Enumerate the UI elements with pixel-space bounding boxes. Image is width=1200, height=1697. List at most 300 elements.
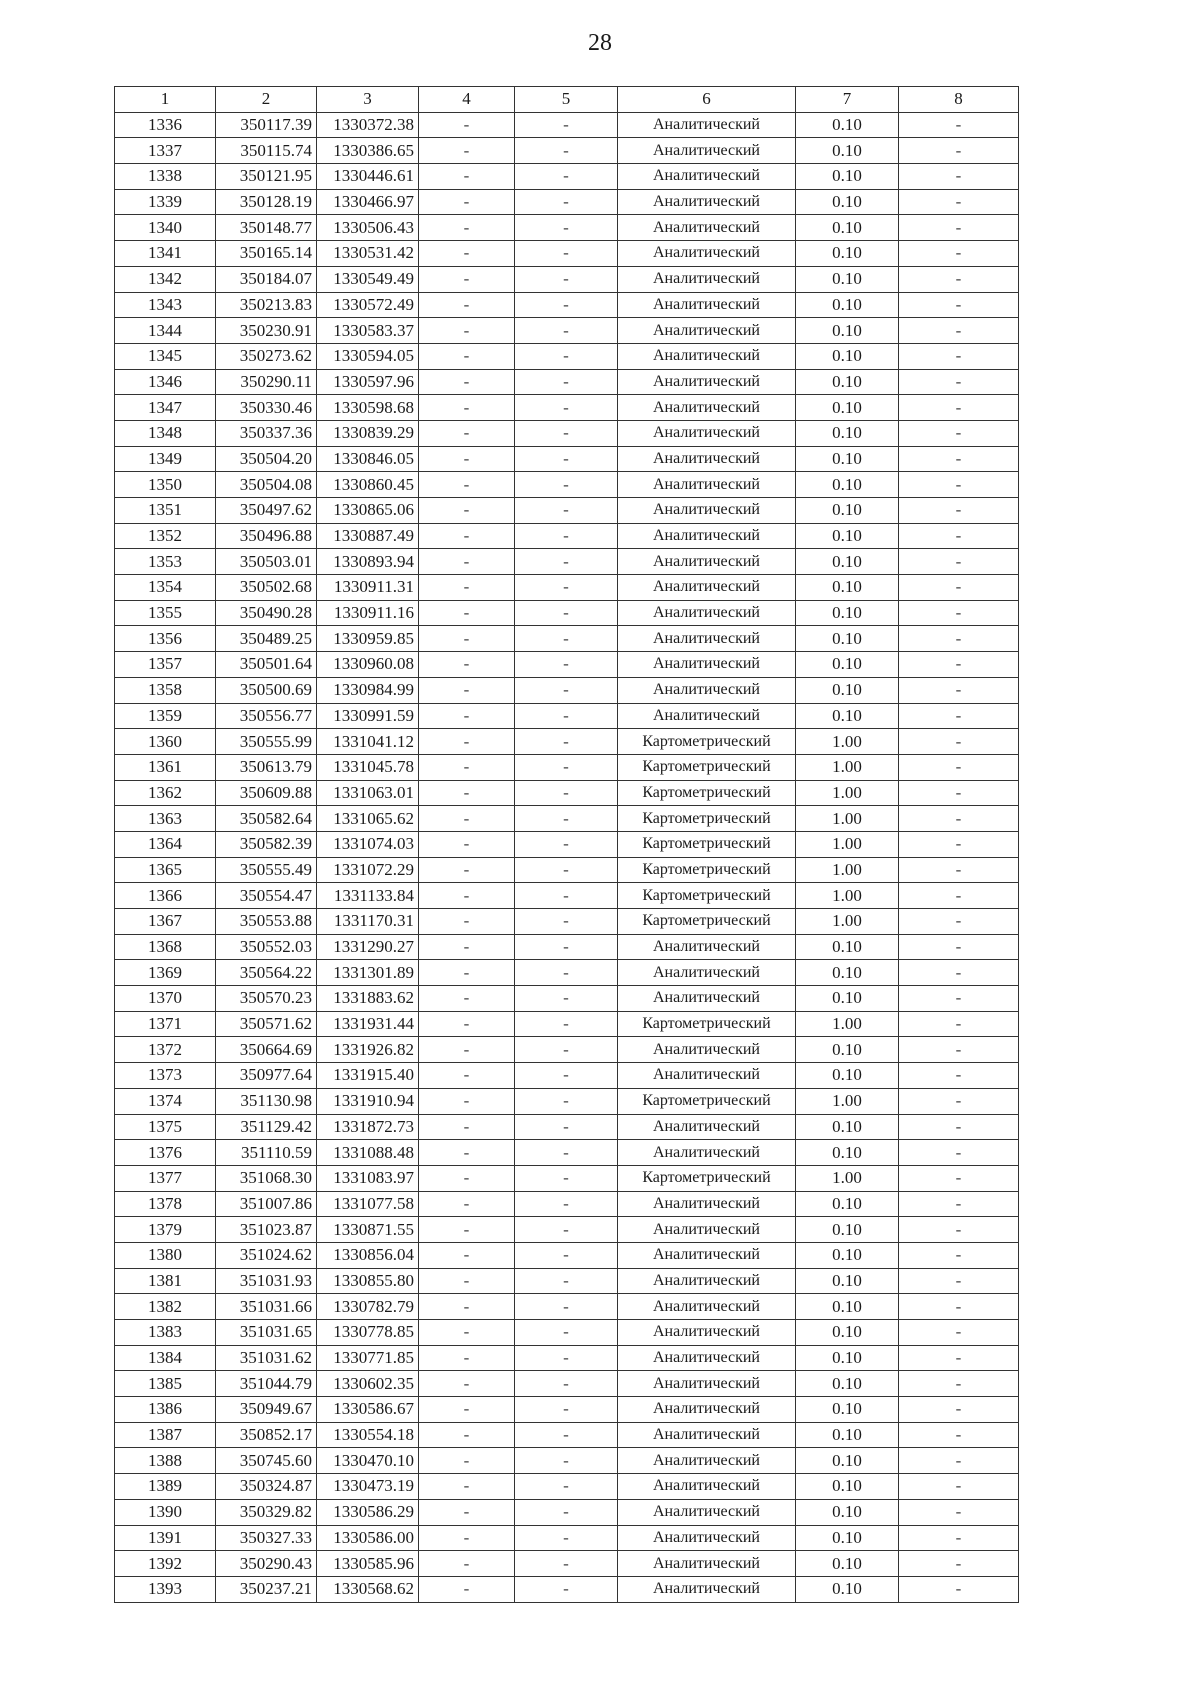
accuracy-cell: 0.10 [796,1576,899,1602]
x-coordinate-cell: 350490.28 [216,600,317,626]
accuracy-cell: 0.10 [796,1140,899,1166]
method-cell: Аналитический [618,575,796,601]
column-5-cell: - [515,266,618,292]
table-row [115,1063,1019,1089]
y-coordinate-cell: 1330549.49 [317,266,419,292]
table-row [115,1551,1019,1577]
table-row [115,1191,1019,1217]
column-4-cell: - [419,754,515,780]
table-row [115,1088,1019,1114]
y-coordinate-cell: 1330855.80 [317,1268,419,1294]
method-cell: Аналитический [618,1474,796,1500]
accuracy-cell: 0.10 [796,1242,899,1268]
column-5-cell: - [515,831,618,857]
y-coordinate-cell: 1330846.05 [317,446,419,472]
column-4-cell: - [419,1448,515,1474]
method-cell: Аналитический [618,626,796,652]
column-8-cell: - [899,986,1019,1012]
table-row [115,780,1019,806]
y-coordinate-cell: 1330991.59 [317,703,419,729]
table-row [115,703,1019,729]
column-header-5: 5 [515,87,618,113]
y-coordinate-cell: 1330960.08 [317,652,419,678]
accuracy-cell: 0.10 [796,292,899,318]
x-coordinate-cell: 350504.08 [216,472,317,498]
method-cell: Аналитический [618,1397,796,1423]
column-8-cell: - [899,164,1019,190]
table-row [115,498,1019,524]
column-4-cell: - [419,266,515,292]
x-coordinate-cell: 351023.87 [216,1217,317,1243]
y-coordinate-cell: 1330782.79 [317,1294,419,1320]
column-4-cell: - [419,523,515,549]
y-coordinate-cell: 1331045.78 [317,754,419,780]
column-header-4: 4 [419,87,515,113]
x-coordinate-cell: 350500.69 [216,677,317,703]
x-coordinate-cell: 350273.62 [216,343,317,369]
column-8-cell: - [899,1191,1019,1217]
column-5-cell: - [515,318,618,344]
method-cell: Картометрический [618,1165,796,1191]
y-coordinate-cell: 1331301.89 [317,960,419,986]
column-4-cell: - [419,1217,515,1243]
point-number-cell: 1358 [115,677,216,703]
column-4-cell: - [419,1268,515,1294]
column-8-cell: - [899,292,1019,318]
x-coordinate-cell: 350290.11 [216,369,317,395]
column-5-cell: - [515,1191,618,1217]
point-number-cell: 1354 [115,575,216,601]
table-row [115,806,1019,832]
column-4-cell: - [419,1371,515,1397]
accuracy-cell: 0.10 [796,575,899,601]
y-coordinate-cell: 1330839.29 [317,420,419,446]
x-coordinate-cell: 351007.86 [216,1191,317,1217]
point-number-cell: 1343 [115,292,216,318]
y-coordinate-cell: 1330911.31 [317,575,419,601]
accuracy-cell: 0.10 [796,1474,899,1500]
column-8-cell: - [899,343,1019,369]
accuracy-cell: 0.10 [796,343,899,369]
accuracy-cell: 0.10 [796,164,899,190]
point-number-cell: 1377 [115,1165,216,1191]
method-cell: Аналитический [618,1268,796,1294]
column-5-cell: - [515,1088,618,1114]
column-8-cell: - [899,1140,1019,1166]
x-coordinate-cell: 350555.99 [216,729,317,755]
table-row [115,1242,1019,1268]
column-5-cell: - [515,780,618,806]
y-coordinate-cell: 1330871.55 [317,1217,419,1243]
y-coordinate-cell: 1330594.05 [317,343,419,369]
accuracy-cell: 0.10 [796,420,899,446]
accuracy-cell: 0.10 [796,1345,899,1371]
method-cell: Аналитический [618,369,796,395]
x-coordinate-cell: 350237.21 [216,1576,317,1602]
accuracy-cell: 0.10 [796,523,899,549]
y-coordinate-cell: 1330778.85 [317,1320,419,1346]
method-cell: Аналитический [618,1448,796,1474]
column-8-cell: - [899,626,1019,652]
x-coordinate-cell: 351044.79 [216,1371,317,1397]
column-8-cell: - [899,600,1019,626]
y-coordinate-cell: 1330372.38 [317,112,419,138]
point-number-cell: 1361 [115,754,216,780]
column-4-cell: - [419,1345,515,1371]
column-4-cell: - [419,626,515,652]
accuracy-cell: 1.00 [796,754,899,780]
column-header-3: 3 [317,87,419,113]
column-4-cell: - [419,1525,515,1551]
column-4-cell: - [419,1242,515,1268]
column-4-cell: - [419,1397,515,1423]
x-coordinate-cell: 350613.79 [216,754,317,780]
column-4-cell: - [419,600,515,626]
column-5-cell: - [515,575,618,601]
column-4-cell: - [419,420,515,446]
accuracy-cell: 0.10 [796,549,899,575]
column-4-cell: - [419,1422,515,1448]
column-5-cell: - [515,292,618,318]
x-coordinate-cell: 350555.49 [216,857,317,883]
column-5-cell: - [515,189,618,215]
table-row [115,523,1019,549]
column-5-cell: - [515,934,618,960]
column-5-cell: - [515,1422,618,1448]
column-5-cell: - [515,909,618,935]
column-8-cell: - [899,1088,1019,1114]
method-cell: Картометрический [618,1088,796,1114]
method-cell: Аналитический [618,523,796,549]
column-8-cell: - [899,1474,1019,1500]
column-4-cell: - [419,806,515,832]
table-row [115,1268,1019,1294]
column-8-cell: - [899,857,1019,883]
column-8-cell: - [899,1422,1019,1448]
column-4-cell: - [419,1088,515,1114]
column-8-cell: - [899,420,1019,446]
column-4-cell: - [419,1191,515,1217]
x-coordinate-cell: 350556.77 [216,703,317,729]
column-4-cell: - [419,112,515,138]
column-4-cell: - [419,1294,515,1320]
table-header-row [115,87,1019,113]
table-row [115,1217,1019,1243]
accuracy-cell: 0.10 [796,986,899,1012]
column-5-cell: - [515,1037,618,1063]
column-4-cell: - [419,1551,515,1577]
column-8-cell: - [899,754,1019,780]
table-row [115,395,1019,421]
column-5-cell: - [515,754,618,780]
column-5-cell: - [515,986,618,1012]
table-row [115,138,1019,164]
column-4-cell: - [419,652,515,678]
point-number-cell: 1365 [115,857,216,883]
point-number-cell: 1353 [115,549,216,575]
column-8-cell: - [899,1371,1019,1397]
x-coordinate-cell: 350128.19 [216,189,317,215]
column-8-cell: - [899,112,1019,138]
accuracy-cell: 1.00 [796,806,899,832]
method-cell: Аналитический [618,934,796,960]
x-coordinate-cell: 350502.68 [216,575,317,601]
column-4-cell: - [419,1011,515,1037]
accuracy-cell: 0.10 [796,241,899,267]
x-coordinate-cell: 351031.62 [216,1345,317,1371]
column-8-cell: - [899,1063,1019,1089]
point-number-cell: 1368 [115,934,216,960]
table-row [115,960,1019,986]
y-coordinate-cell: 1331910.94 [317,1088,419,1114]
point-number-cell: 1357 [115,652,216,678]
column-8-cell: - [899,472,1019,498]
column-8-cell: - [899,241,1019,267]
column-5-cell: - [515,369,618,395]
method-cell: Аналитический [618,1551,796,1577]
x-coordinate-cell: 350324.87 [216,1474,317,1500]
x-coordinate-cell: 350504.20 [216,446,317,472]
column-8-cell: - [899,1165,1019,1191]
table-row [115,1499,1019,1525]
table-row [115,1371,1019,1397]
y-coordinate-cell: 1331883.62 [317,986,419,1012]
y-coordinate-cell: 1331065.62 [317,806,419,832]
accuracy-cell: 0.10 [796,1063,899,1089]
column-5-cell: - [515,1499,618,1525]
y-coordinate-cell: 1330911.16 [317,600,419,626]
x-coordinate-cell: 350977.64 [216,1063,317,1089]
column-5-cell: - [515,112,618,138]
column-8-cell: - [899,677,1019,703]
table-row [115,472,1019,498]
accuracy-cell: 0.10 [796,703,899,729]
y-coordinate-cell: 1330470.10 [317,1448,419,1474]
y-coordinate-cell: 1331088.48 [317,1140,419,1166]
point-number-cell: 1336 [115,112,216,138]
table-row [115,164,1019,190]
point-number-cell: 1346 [115,369,216,395]
point-number-cell: 1356 [115,626,216,652]
method-cell: Аналитический [618,960,796,986]
method-cell: Картометрический [618,909,796,935]
column-5-cell: - [515,1294,618,1320]
table-row [115,883,1019,909]
table-row [115,343,1019,369]
column-5-cell: - [515,1165,618,1191]
column-5-cell: - [515,626,618,652]
x-coordinate-cell: 350184.07 [216,266,317,292]
accuracy-cell: 0.10 [796,960,899,986]
point-number-cell: 1386 [115,1397,216,1423]
point-number-cell: 1376 [115,1140,216,1166]
y-coordinate-cell: 1331290.27 [317,934,419,960]
method-cell: Аналитический [618,138,796,164]
table-row [115,241,1019,267]
point-number-cell: 1389 [115,1474,216,1500]
column-8-cell: - [899,1499,1019,1525]
y-coordinate-cell: 1330446.61 [317,164,419,190]
accuracy-cell: 0.10 [796,677,899,703]
method-cell: Аналитический [618,266,796,292]
point-number-cell: 1340 [115,215,216,241]
y-coordinate-cell: 1330586.00 [317,1525,419,1551]
method-cell: Аналитический [618,189,796,215]
y-coordinate-cell: 1331072.29 [317,857,419,883]
method-cell: Аналитический [618,600,796,626]
column-4-cell: - [419,960,515,986]
y-coordinate-cell: 1330585.96 [317,1551,419,1577]
method-cell: Картометрический [618,857,796,883]
column-4-cell: - [419,986,515,1012]
column-5-cell: - [515,1576,618,1602]
column-4-cell: - [419,677,515,703]
x-coordinate-cell: 350553.88 [216,909,317,935]
column-8-cell: - [899,1268,1019,1294]
x-coordinate-cell: 350501.64 [216,652,317,678]
column-5-cell: - [515,806,618,832]
column-5-cell: - [515,498,618,524]
accuracy-cell: 0.10 [796,215,899,241]
accuracy-cell: 0.10 [796,1422,899,1448]
point-number-cell: 1350 [115,472,216,498]
x-coordinate-cell: 350290.43 [216,1551,317,1577]
column-8-cell: - [899,729,1019,755]
accuracy-cell: 0.10 [796,1191,899,1217]
accuracy-cell: 1.00 [796,831,899,857]
method-cell: Аналитический [618,1576,796,1602]
table-row [115,292,1019,318]
x-coordinate-cell: 351024.62 [216,1242,317,1268]
accuracy-cell: 0.10 [796,138,899,164]
column-4-cell: - [419,318,515,344]
table-row [115,909,1019,935]
column-5-cell: - [515,164,618,190]
y-coordinate-cell: 1330856.04 [317,1242,419,1268]
y-coordinate-cell: 1330602.35 [317,1371,419,1397]
x-coordinate-cell: 351031.93 [216,1268,317,1294]
column-4-cell: - [419,369,515,395]
method-cell: Аналитический [618,1294,796,1320]
column-4-cell: - [419,831,515,857]
point-number-cell: 1363 [115,806,216,832]
method-cell: Аналитический [618,1114,796,1140]
accuracy-cell: 0.10 [796,1397,899,1423]
column-8-cell: - [899,883,1019,909]
column-8-cell: - [899,1242,1019,1268]
y-coordinate-cell: 1331041.12 [317,729,419,755]
table-row [115,575,1019,601]
accuracy-cell: 0.10 [796,1037,899,1063]
method-cell: Аналитический [618,1320,796,1346]
y-coordinate-cell: 1330597.96 [317,369,419,395]
x-coordinate-cell: 350489.25 [216,626,317,652]
point-number-cell: 1366 [115,883,216,909]
y-coordinate-cell: 1330959.85 [317,626,419,652]
method-cell: Аналитический [618,420,796,446]
column-4-cell: - [419,1037,515,1063]
method-cell: Картометрический [618,780,796,806]
y-coordinate-cell: 1331083.97 [317,1165,419,1191]
point-number-cell: 1360 [115,729,216,755]
y-coordinate-cell: 1330506.43 [317,215,419,241]
point-number-cell: 1367 [115,909,216,935]
column-4-cell: - [419,857,515,883]
table-row [115,754,1019,780]
column-5-cell: - [515,1371,618,1397]
table-row [115,652,1019,678]
method-cell: Аналитический [618,986,796,1012]
method-cell: Аналитический [618,1217,796,1243]
point-number-cell: 1347 [115,395,216,421]
accuracy-cell: 0.10 [796,369,899,395]
accuracy-cell: 0.10 [796,1114,899,1140]
x-coordinate-cell: 351129.42 [216,1114,317,1140]
column-8-cell: - [899,575,1019,601]
column-8-cell: - [899,369,1019,395]
column-4-cell: - [419,1576,515,1602]
point-number-cell: 1373 [115,1063,216,1089]
method-cell: Аналитический [618,1242,796,1268]
x-coordinate-cell: 350148.77 [216,215,317,241]
point-number-cell: 1378 [115,1191,216,1217]
table-row [115,549,1019,575]
method-cell: Картометрический [618,831,796,857]
table-row [115,266,1019,292]
column-5-cell: - [515,883,618,909]
column-header-1: 1 [115,87,216,113]
column-4-cell: - [419,1063,515,1089]
point-number-cell: 1393 [115,1576,216,1602]
table-row [115,729,1019,755]
x-coordinate-cell: 350745.60 [216,1448,317,1474]
method-cell: Картометрический [618,806,796,832]
y-coordinate-cell: 1331077.58 [317,1191,419,1217]
point-number-cell: 1348 [115,420,216,446]
column-5-cell: - [515,241,618,267]
x-coordinate-cell: 351068.30 [216,1165,317,1191]
method-cell: Аналитический [618,677,796,703]
column-5-cell: - [515,343,618,369]
table-row [115,1140,1019,1166]
column-5-cell: - [515,446,618,472]
table-row [115,1525,1019,1551]
point-number-cell: 1344 [115,318,216,344]
table-row [115,215,1019,241]
x-coordinate-cell: 350230.91 [216,318,317,344]
x-coordinate-cell: 350552.03 [216,934,317,960]
accuracy-cell: 0.10 [796,1499,899,1525]
x-coordinate-cell: 350213.83 [216,292,317,318]
column-5-cell: - [515,857,618,883]
x-coordinate-cell: 350852.17 [216,1422,317,1448]
x-coordinate-cell: 350554.47 [216,883,317,909]
point-number-cell: 1374 [115,1088,216,1114]
column-4-cell: - [419,395,515,421]
y-coordinate-cell: 1330860.45 [317,472,419,498]
method-cell: Аналитический [618,498,796,524]
column-8-cell: - [899,318,1019,344]
x-coordinate-cell: 350115.74 [216,138,317,164]
column-4-cell: - [419,780,515,806]
column-8-cell: - [899,549,1019,575]
x-coordinate-cell: 350570.23 [216,986,317,1012]
column-5-cell: - [515,1345,618,1371]
accuracy-cell: 0.10 [796,600,899,626]
column-5-cell: - [515,652,618,678]
column-5-cell: - [515,420,618,446]
table-row [115,1011,1019,1037]
